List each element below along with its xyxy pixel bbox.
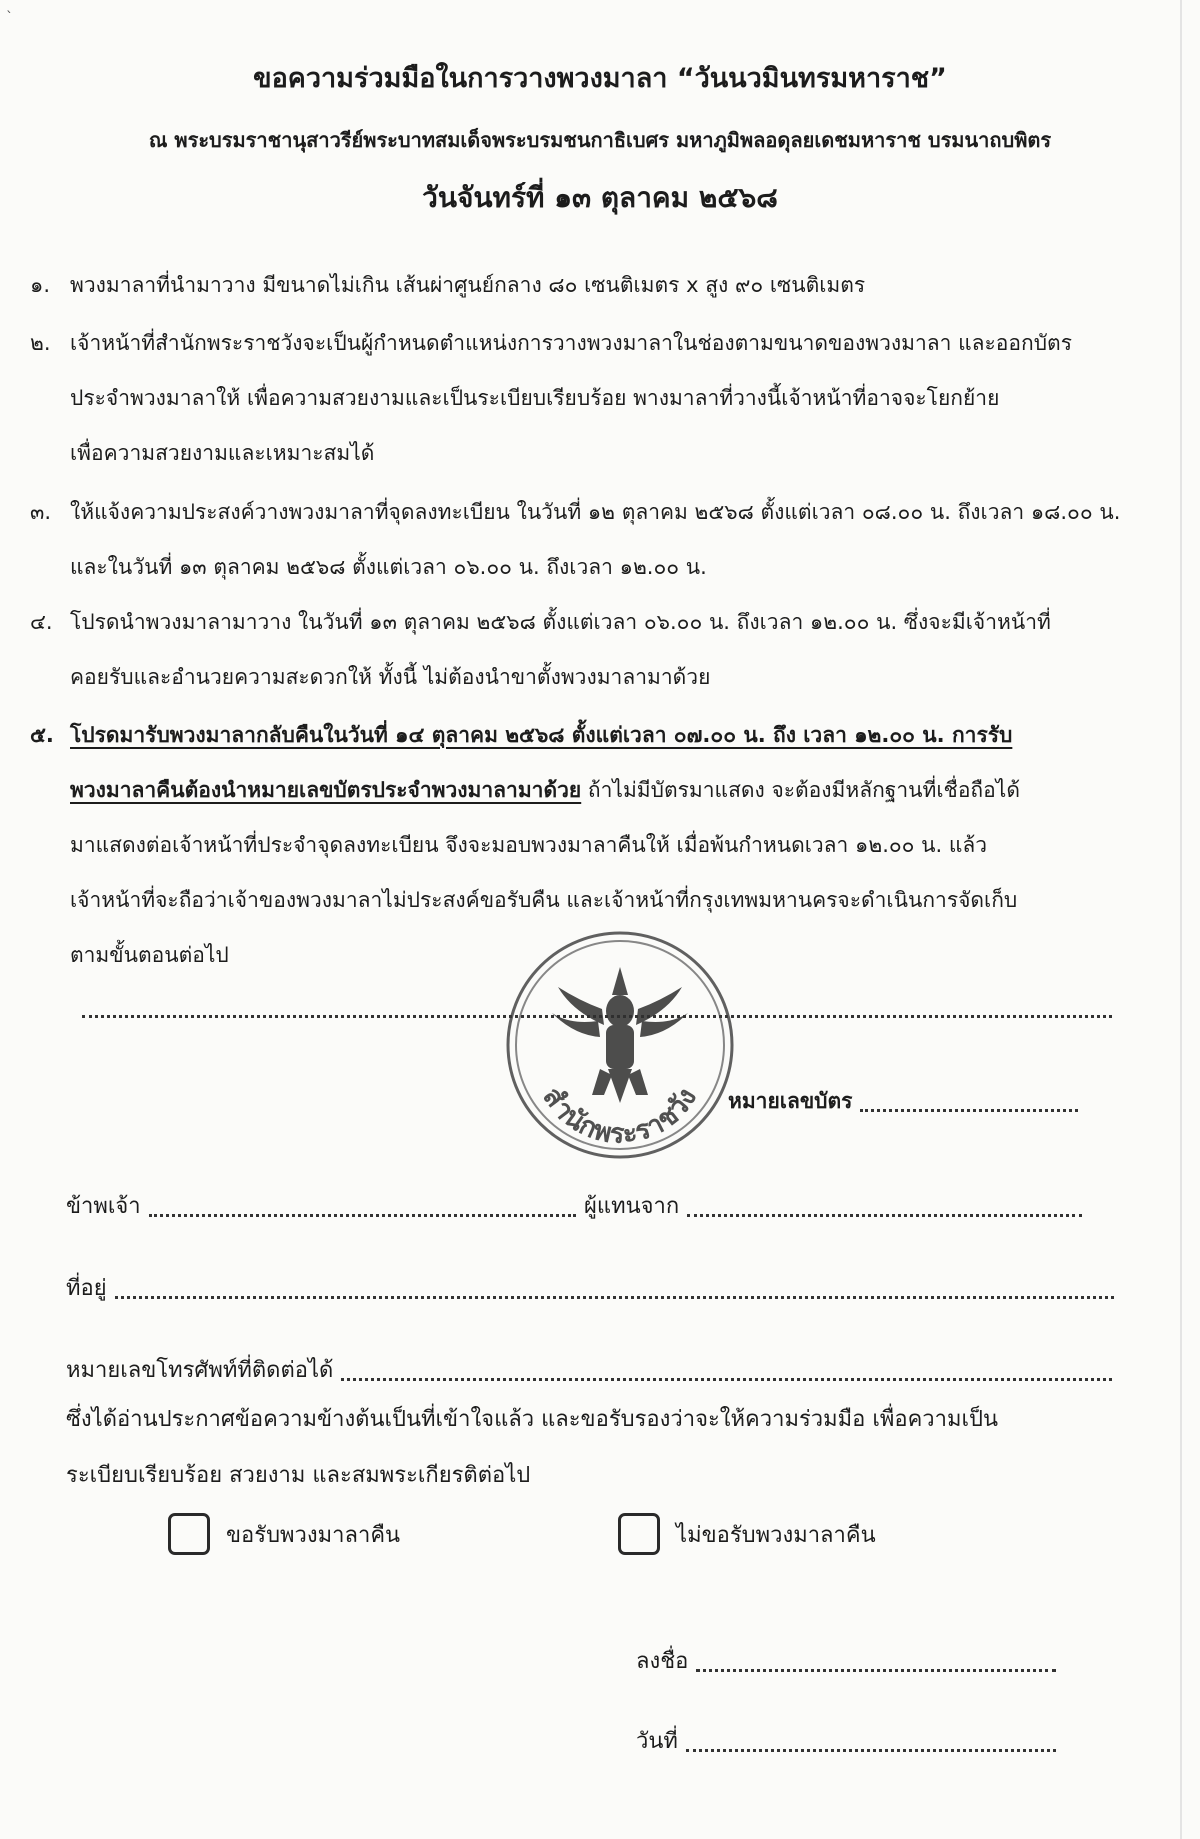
signature-label: ลงชื่อ	[636, 1649, 689, 1674]
phone-field[interactable]	[66, 1352, 1112, 1387]
signature-line[interactable]	[696, 1669, 1056, 1672]
consent-text: ระเบียบเรียบร้อย สวยงาม และสมพระเกียรติต่อไป	[66, 1463, 531, 1488]
signature-field[interactable]	[636, 1643, 1056, 1678]
item-text: ให้แจ้งความประสงค์วางพวงมาลาที่จุดลงทะเบียน ในวันที่ ๑๒ ตุลาคม ๒๕๖๘ ตั้งแต่เวลา ๐๘.๐๐ น. ถึงเวลา ๑๘.๐๐ น.	[70, 500, 1121, 524]
item-text: และในวันที่ ๑๓ ตุลาคม ๒๕๖๘ ตั้งแต่เวลา ๐๖.๐๐ น. ถึงเวลา ๑๒.๐๐ น.	[70, 555, 707, 579]
item-text: เจ้าหน้าที่สำนักพระราชวังจะเป็นผู้กำหนดตำแหน่งการวางพวงมาลาในช่องตามขนาดของพวงมาลา และออกบัตร	[70, 331, 1072, 355]
item-text: คอยรับและอำนวยความสะดวกให้ ทั้งนี้ ไม่ต้องนำขาตั้งพวงมาลามาด้วย	[70, 665, 711, 689]
item-number: ๕.	[30, 723, 54, 747]
representative-field[interactable]	[584, 1188, 1082, 1223]
representative-label: ผู้แทนจาก	[584, 1194, 680, 1219]
card-number-field[interactable]	[728, 1085, 1078, 1118]
option-return-wreath[interactable]	[168, 1513, 400, 1555]
representative-line[interactable]	[687, 1214, 1082, 1217]
item-number: ๒.	[30, 331, 51, 355]
item-text: โปรดนำพวงมาลามาวาง ในวันที่ ๑๓ ตุลาคม ๒๕๖๘ ตั้งแต่เวลา ๐๖.๐๐ น. ถึงเวลา ๑๒.๐๐ น. ซึ่งจะมีเจ้าหน้าที่	[70, 610, 1051, 634]
date-field[interactable]	[636, 1723, 1056, 1758]
palace-seal-stamp	[500, 925, 740, 1165]
document-date: วันจันทร์ที่ ๑๓ ตุลาคม ๒๕๖๘	[422, 181, 778, 214]
address-line[interactable]	[115, 1296, 1114, 1299]
phone-label: หมายเลขโทรศัพท์ที่ติดต่อได้	[66, 1358, 334, 1383]
scan-mark: `	[6, 10, 13, 26]
name-label: ข้าพเจ้า	[66, 1194, 141, 1219]
no-return-wreath-checkbox[interactable]	[618, 1513, 660, 1555]
phone-line[interactable]	[341, 1378, 1112, 1381]
item-text-emphasis: โปรดมารับพวงมาลากลับคืนในวันที่ ๑๔ ตุลาคม ๒๕๖๘ ตั้งแต่เวลา ๐๗.๐๐ น. ถึง เวลา ๑๒.๐๐ น. การรับ	[70, 723, 1013, 747]
item-text-emphasis: พวงมาลาคืนต้องนำหมายเลขบัตรประจำพวงมาลามาด้วย	[70, 778, 582, 802]
item-text: มาแสดงต่อเจ้าหน้าที่ประจำจุดลงทะเบียน จึงจะมอบพวงมาลาคืนให้ เมื่อพ้นกำหนดเวลา ๑๒.๐๐ น. แล้ว	[70, 833, 988, 857]
item-number: ๔.	[30, 610, 53, 634]
document-location: ณ พระบรมราชานุสาวรีย์พระบาทสมเด็จพระบรมชนกาธิเบศร มหาภูมิพลอดุลยเดชมหาราช บรมนาถบพิตร	[148, 128, 1052, 152]
option-no-return-wreath[interactable]	[618, 1513, 876, 1555]
consent-statement	[66, 1392, 1126, 1504]
item-text: เจ้าหน้าที่จะถือว่าเจ้าของพวงมาลาไม่ประสงค์ขอรับคืน และเจ้าหน้าที่กรุงเทพมหานครจะดำเนินการจัดเก็บ	[70, 888, 1018, 912]
name-line[interactable]	[149, 1214, 576, 1217]
card-number-line[interactable]	[860, 1109, 1078, 1112]
stamp-text: สำนักพระราชวัง	[536, 1081, 704, 1150]
date-label: วันที่	[636, 1729, 678, 1754]
date-line[interactable]	[686, 1749, 1056, 1752]
item-text: ตามขั้นตอนต่อไป	[70, 943, 229, 967]
address-field[interactable]	[66, 1270, 1114, 1305]
scan-edge	[1180, 0, 1182, 1839]
return-wreath-label: ขอรับพวงมาลาคืน	[226, 1522, 401, 1548]
name-field[interactable]	[66, 1188, 576, 1223]
return-wreath-checkbox[interactable]	[168, 1513, 210, 1555]
item-text: เพื่อความสวยงามและเหมาะสมได้	[70, 441, 375, 465]
item-number: ๑.	[30, 273, 51, 297]
item-text: ประจำพวงมาลาให้ เพื่อความสวยงามและเป็นระเบียบเรียบร้อย พางมาลาที่วางนี้เจ้าหน้าที่อาจจะโยกย้าย	[70, 386, 1000, 410]
document-title: ขอความร่วมมือในการวางพวงมาลา “วันนวมินทรมหาราช”	[253, 63, 947, 94]
item-text: พวงมาลาที่นำมาวาง มีขนาดไม่เกิน เส้นผ่าศูนย์กลาง ๘๐ เซนติเมตร x สูง ๙๐ เซนติเมตร	[70, 273, 866, 297]
item-text: ถ้าไม่มีบัตรมาแสดง จะต้องมีหลักฐานที่เชื่อถือได้	[581, 778, 1020, 802]
card-number-label: หมายเลขบัตร	[728, 1089, 853, 1113]
consent-text: ซึ่งได้อ่านประกาศข้อความข้างต้นเป็นที่เข้าใจแล้ว และขอรับรองว่าจะให้ความร่วมมือ เพื่อความเป็น	[66, 1407, 999, 1432]
address-label: ที่อยู่	[66, 1276, 107, 1301]
no-return-wreath-label: ไม่ขอรับพวงมาลาคืน	[676, 1522, 876, 1548]
item-number: ๓.	[30, 500, 52, 524]
